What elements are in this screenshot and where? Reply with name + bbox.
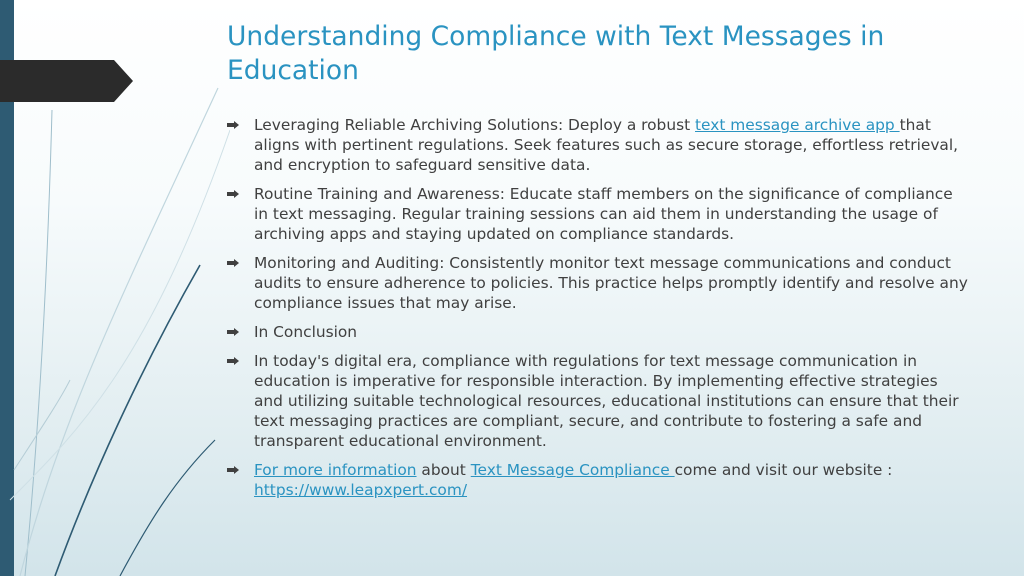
bullet-list [226, 115, 971, 509]
bullet-item-conclusion-heading [226, 322, 971, 342]
more-information-link[interactable]: For more information [254, 461, 417, 479]
archive-app-link[interactable]: text message archive app [695, 116, 900, 134]
text-message-compliance-link[interactable]: Text Message Compliance [470, 461, 675, 479]
bullet-text: come and visit our website : [674, 461, 893, 479]
bullet-item-conclusion [226, 351, 971, 451]
pointing-hand-icon [226, 355, 240, 367]
pointing-hand-icon [226, 464, 240, 476]
pointing-hand-icon [226, 119, 240, 131]
slide-title: Understanding Compliance with Text Messages in Education [227, 21, 885, 86]
bullet-text: In Conclusion [254, 323, 358, 341]
pointing-hand-icon [226, 257, 240, 269]
pointing-hand-icon [226, 188, 240, 200]
pointing-hand-icon [226, 326, 240, 338]
decorative-lines [0, 0, 230, 576]
bullet-text: In today's digital era, compliance with regulations for text message communication in education is imperative for responsible interaction. By implementing effective strategies and utilizing suitable technological resources, educational institutions can ensure that their text messaging practices are compliant, secure, and contribute to fostering a safe and transparent educational environment. [254, 352, 959, 450]
bullet-text: Monitoring and Auditing: Consistently monitor text message communications and conduct audits to ensure adherence to policies. This practice helps promptly identify and resolve any compliance issues that may arise. [254, 254, 968, 312]
bullet-item-training [226, 184, 971, 244]
bullet-item-more-info [226, 460, 971, 500]
bullet-item-archiving [226, 115, 971, 175]
bullet-text: about [416, 461, 471, 479]
bullet-text: Routine Training and Awareness: Educate staff members on the significance of compliance in text messaging. Regular training sessions can aid them in understanding the usage of archiving apps and staying updated on compliance standards. [254, 185, 953, 243]
website-link[interactable]: https://www.leapxpert.com/ [254, 481, 468, 499]
bullet-text: Leveraging Reliable Archiving Solutions: Deploy a robust [254, 116, 696, 134]
bullet-item-monitoring [226, 253, 971, 313]
bullet-text: that aligns with pertinent regulations. Seek features such as secure storage, effortless retrieval, and encryption to safeguard sensitive data. [254, 116, 959, 174]
